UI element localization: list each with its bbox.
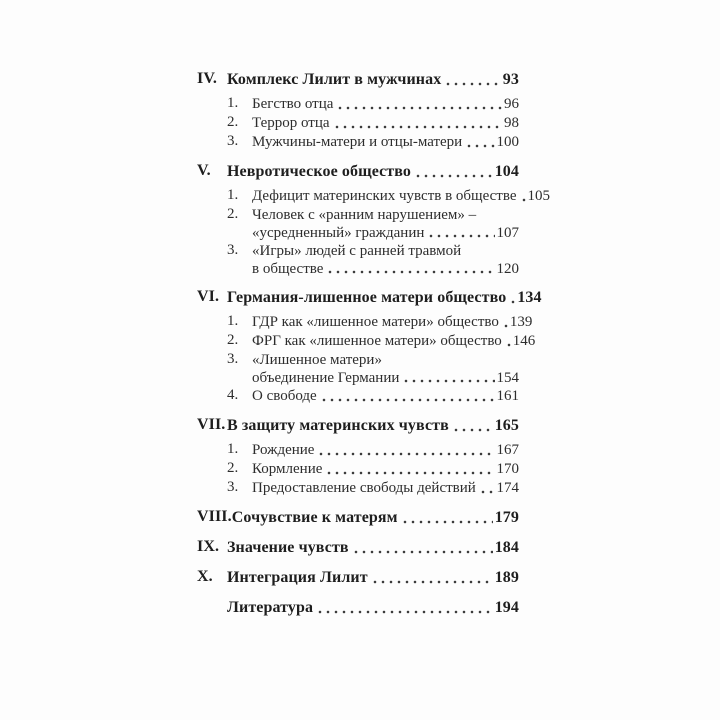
toc-item-row <box>227 387 519 406</box>
toc-item-row <box>227 332 536 351</box>
toc-item-row <box>227 242 519 278</box>
dot-leader <box>401 508 493 528</box>
toc-section-row <box>197 288 542 308</box>
dot-leader <box>402 370 494 387</box>
entry-title: «усредненный» гражданин <box>252 225 425 241</box>
dot-leader <box>333 114 502 133</box>
toc-item-row <box>227 95 519 114</box>
entry-title: Человек с «ранним нарушением» – <box>252 207 477 223</box>
toc-section-row <box>197 70 519 90</box>
section-numeral: IX. <box>197 538 220 555</box>
section-numeral: VIII. <box>197 508 232 525</box>
page-number: 134 <box>517 289 542 306</box>
toc-item-row <box>227 313 533 332</box>
dot-leader <box>326 261 494 278</box>
entry-title: Кормление <box>252 461 323 477</box>
section-title: Интеграция Лилит <box>227 569 368 586</box>
item-number: 3. <box>227 351 239 367</box>
item-number: 2. <box>227 206 239 222</box>
page-number: 96 <box>504 96 519 112</box>
toc-section-row <box>197 416 519 436</box>
item-number: 2. <box>227 460 239 476</box>
dot-leader <box>320 387 495 406</box>
section-title: В защиту материнских чувств <box>227 417 449 434</box>
dot-leader <box>336 95 502 114</box>
section-numeral: IV. <box>197 70 218 87</box>
page-number: 100 <box>496 134 519 150</box>
dot-leader <box>371 568 493 588</box>
section-numeral: VII. <box>197 416 226 433</box>
toc-item-row <box>227 133 519 152</box>
item-number: 3. <box>227 242 239 258</box>
dot-leader <box>427 225 494 242</box>
toc-section-row <box>197 568 519 588</box>
section-title: Комплекс Лилит в мужчинах <box>227 71 442 88</box>
page-number: 93 <box>502 71 519 88</box>
section-title: Германия-лишенное матери общество <box>227 289 507 306</box>
entry-title: О свободе <box>252 388 317 404</box>
toc-item-row <box>227 206 519 242</box>
entry-title: Предоставление свободы действий <box>252 480 476 496</box>
item-number: 3. <box>227 133 239 149</box>
item-number: 1. <box>227 187 239 203</box>
dot-leader <box>452 416 493 436</box>
entry-title: Рождение <box>252 442 315 458</box>
page-number: 98 <box>504 115 519 131</box>
item-number: 1. <box>227 441 239 457</box>
toc-item-row <box>227 441 519 460</box>
entry-title: «Лишенное матери» <box>252 352 382 368</box>
toc-item-row <box>227 114 519 133</box>
page-number: 174 <box>496 480 519 496</box>
toc-section-row <box>197 538 519 558</box>
page-number: 189 <box>494 569 519 586</box>
page-number: 107 <box>496 225 519 241</box>
section-title: Сочувствие к матерям <box>231 509 398 526</box>
dot-leader <box>502 313 508 332</box>
item-number: 1. <box>227 95 239 111</box>
section-numeral: VI. <box>197 288 220 305</box>
toc-item-row <box>227 479 519 498</box>
page-number: 161 <box>496 388 519 404</box>
toc-item-row <box>227 187 551 206</box>
page-number: 120 <box>496 261 519 277</box>
entry-title: в обществе <box>252 261 324 277</box>
entry-title: Мужчины-матери и отцы-матери <box>252 134 463 150</box>
dot-leader <box>444 70 500 90</box>
section-title: Литература <box>227 599 314 616</box>
item-number: 4. <box>227 387 239 403</box>
dot-leader <box>479 479 495 498</box>
section-title: Значение чувств <box>227 539 349 556</box>
toc-list <box>197 70 551 623</box>
entry-title: Террор отца <box>252 115 330 131</box>
page-number: 104 <box>494 163 519 180</box>
dot-leader <box>352 538 493 558</box>
toc-section-row <box>197 508 519 528</box>
toc-item-row <box>227 351 519 387</box>
dot-leader <box>325 460 494 479</box>
dot-leader <box>520 187 526 206</box>
entry-title: Дефицит материнских чувств в обществе <box>252 188 517 204</box>
dot-leader <box>317 441 494 460</box>
page-number: 170 <box>496 461 519 477</box>
section-title: Невротическое общество <box>227 163 411 180</box>
page-number: 146 <box>512 333 536 349</box>
dot-leader <box>414 162 493 182</box>
page-number: 139 <box>509 314 533 330</box>
toc-section-row <box>197 598 519 618</box>
page-number: 154 <box>496 370 519 386</box>
entry-title: «Игры» людей с ранней травмой <box>252 243 462 259</box>
section-numeral: X. <box>197 568 213 585</box>
dot-leader <box>316 598 493 618</box>
dot-leader <box>509 288 515 308</box>
page-number: 167 <box>496 442 519 458</box>
item-number: 3. <box>227 479 239 495</box>
page-number: 184 <box>494 539 519 556</box>
dot-leader <box>465 133 494 152</box>
section-numeral: V. <box>197 162 211 179</box>
entry-title: объединение Германии <box>252 370 400 386</box>
entry-title: ФРГ как «лишенное матери» общество <box>252 333 502 349</box>
item-number: 2. <box>227 114 239 130</box>
page-number: 105 <box>527 188 551 204</box>
item-number: 2. <box>227 332 239 348</box>
page-number: 165 <box>494 417 519 434</box>
item-number: 1. <box>227 313 239 329</box>
entry-title: Бегство отца <box>252 96 334 112</box>
toc-item-row <box>227 460 519 479</box>
entry-title: ГДР как «лишенное матери» общество <box>252 314 499 330</box>
page-number: 194 <box>494 599 519 616</box>
page-number: 179 <box>494 509 519 526</box>
dot-leader <box>505 332 511 351</box>
toc-section-row <box>197 162 519 182</box>
